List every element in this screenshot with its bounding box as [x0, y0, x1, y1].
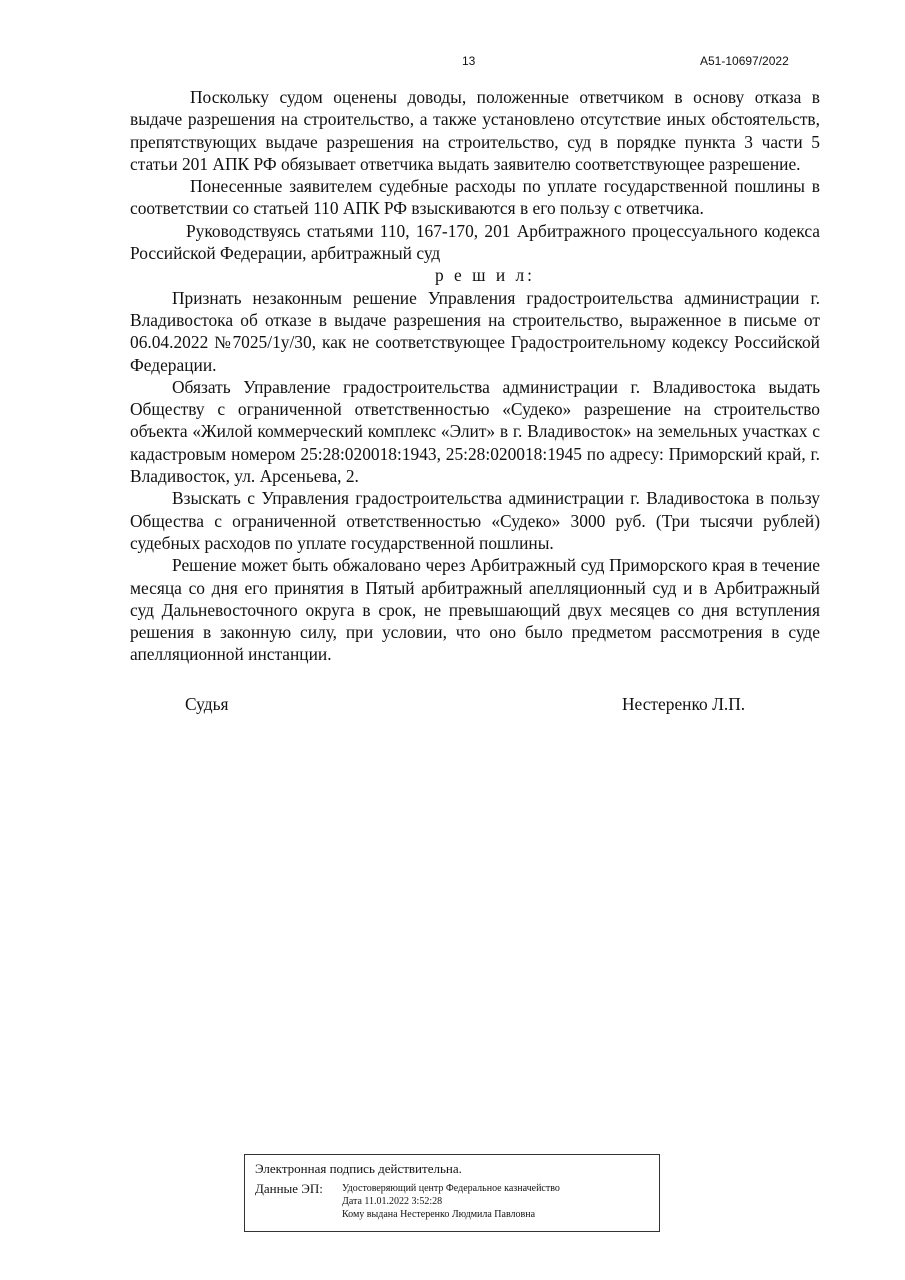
e-signature-label: Данные ЭП:	[255, 1181, 323, 1196]
e-signature-data	[255, 1181, 659, 1221]
e-signature-date: Дата 11.01.2022 3:52:28	[342, 1196, 443, 1207]
decision-heading: р е ш и л:	[434, 265, 535, 286]
paragraph-declare-unlawful: Признать незаконным решение Управления градостроительства администрации г. Владивостока об отказе в выдаче разрешения на строительство, выраженное в письме от 06.04.2022 №7025/1у/30, как не соответствующее Градостроительному кодексу Российской Федерации.	[130, 287, 820, 375]
document-body	[130, 86, 820, 666]
page-number: 13	[462, 54, 476, 68]
judge-name: Нестеренко Л.П.	[622, 694, 746, 714]
e-signature-issued-to: Кому выдана Нестеренко Людмила Павловна	[342, 1209, 536, 1220]
paragraph-guided-by: Руководствуясь статьями 110, 167-170, 201 Арбитражного процессуального кодекса Российской Федерации, арбитражный суд	[130, 220, 820, 264]
paragraph-appeal: Решение может быть обжаловано через Арбитражный суд Приморского края в течение месяца со дня его принятия в Пятый арбитражный апелляционный суд и в Арбитражный суд Дальневосточного округа в срок, не превышающий двух месяцев со дня вступления решения в законную силу, при условии, что оно было предметом рассмотрения в суде апелляционной инстанции.	[130, 555, 820, 665]
case-number: А51-10697/2022	[700, 54, 789, 68]
e-signature-status: Электронная подпись действительна.	[255, 1161, 462, 1176]
judge-role: Судья	[185, 694, 229, 714]
paragraph-oblige: Обязать Управление градостроительства администрации г. Владивостока выдать Обществу с ограниченной ответственностью «Судеко» разрешение на строительство объекта «Жилой коммерческий комплекс «Элит» в г. Владивосток» на земельных участках с кадастровым номером 25:28:020018:1943, 25:28:020018:1945 по адресу: Приморский край, г. Владивосток, ул. Арсеньева, 2.	[130, 376, 820, 487]
paragraph-costs: Понесенные заявителем судебные расходы по уплате государственной пошлины в соответствии со статьей 110 АПК РФ взыскиваются в его пользу с ответчика.	[130, 176, 820, 219]
e-signature-issuer: Удостоверяющий центр Федеральное казначейство	[342, 1183, 560, 1194]
paragraph-recover: Взыскать с Управления градостроительства администрации г. Владивостока в пользу Общества с ограниченной ответственностью «Судеко» 3000 руб. (Три тысячи рублей) судебных расходов по уплате государственной пошлины.	[130, 488, 820, 553]
e-signature-box	[244, 1154, 660, 1232]
e-signature-details	[342, 1182, 560, 1221]
paragraph-grounds: Поскольку судом оценены доводы, положенные ответчиком в основу отказа в выдаче разрешения на строительство, а также установлено отсутствие иных обстоятельств, препятствующих выдаче разрешения на строительство, суд в порядке пункта 3 части 5 статьи 201 АПК РФ обязывает ответчика выдать заявителю соответствующее разрешение.	[130, 87, 820, 174]
